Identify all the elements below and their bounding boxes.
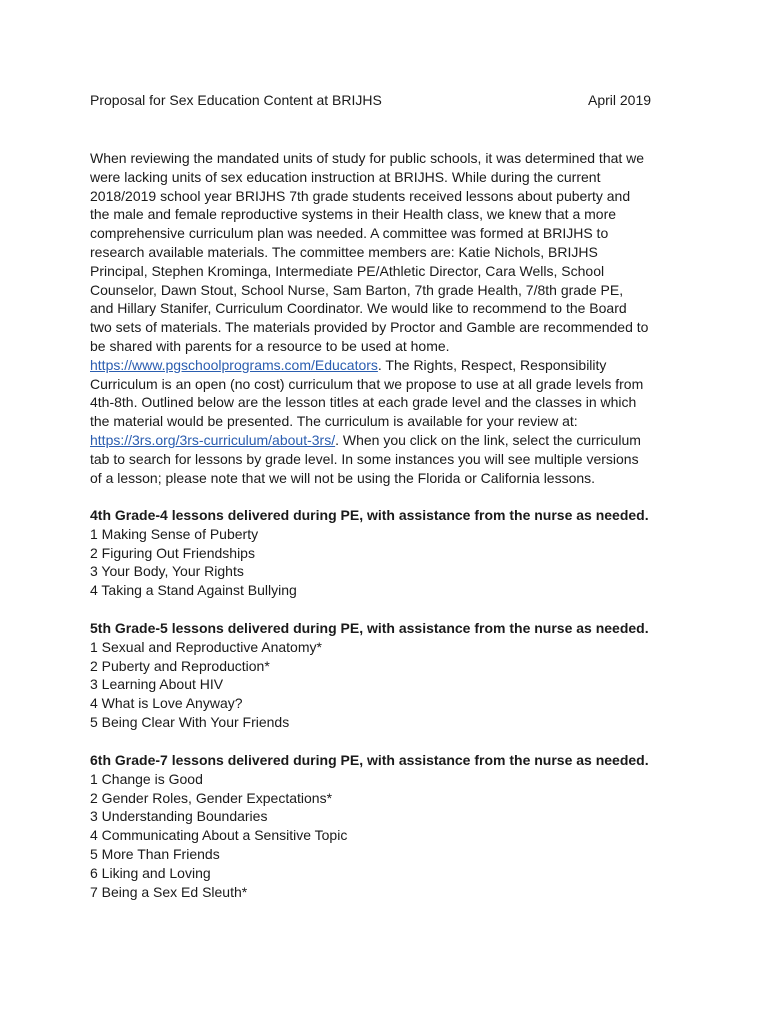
grade-4-lesson-list: [90, 525, 690, 600]
document-date: April 2019: [588, 92, 652, 108]
pg-school-programs-link[interactable]: https://www.pgschoolprograms.com/Educators: [90, 356, 378, 373]
list-item: 3 Your Body, Your Rights: [90, 563, 244, 580]
grade-5-lesson-list: [90, 638, 690, 732]
list-item: 6 Liking and Loving: [90, 864, 211, 881]
list-item: 4 What is Love Anyway?: [90, 695, 243, 712]
list-item: 7 Being a Sex Ed Sleuth*: [90, 883, 248, 900]
list-item: 5 Being Clear With Your Friends: [90, 713, 290, 730]
list-item: 4 Taking a Stand Against Bullying: [90, 582, 297, 599]
intro-text-part2: . The Rights, Respect, Responsibility Curriculum is an open (no cost) curriculum that we propose to use at all grade levels from 4th-8th. Outlined below are the lesson titles at each grade level and the classes in which the material would be presented. The curriculum is available for your review at:: [90, 356, 644, 430]
grade-5-section: [90, 619, 690, 732]
list-item: 5 More Than Friends: [90, 845, 220, 862]
list-item: 3 Learning About HIV: [90, 676, 224, 693]
list-item: 2 Gender Roles, Gender Expectations*: [90, 789, 333, 806]
grade-6-heading: 6th Grade-7 lessons delivered during PE, with assistance from the nurse as needed.: [90, 752, 649, 768]
document-header: [90, 91, 650, 110]
grade-6-lesson-list: [90, 770, 690, 902]
list-item: 4 Communicating About a Sensitive Topic: [90, 827, 348, 844]
grade-4-section: [90, 506, 690, 600]
list-item: 1 Sexual and Reproductive Anatomy*: [90, 638, 322, 655]
intro-paragraph: [90, 149, 650, 487]
grade-4-heading: 4th Grade-4 lessons delivered during PE, with assistance from the nurse as needed.: [90, 507, 649, 523]
3rs-curriculum-link[interactable]: https://3rs.org/3rs-curriculum/about-3rs/: [90, 431, 336, 448]
document-title: Proposal for Sex Education Content at BRIJHS: [90, 92, 382, 108]
intro-text-part3: . When you click on the link, select the curriculum tab to search for lessons by grade level. In some instances you will see multiple versions of a lesson; please note that we will not be using the Florida or California lessons.: [90, 431, 641, 486]
grade-6-section: [90, 751, 690, 901]
grade-5-heading: 5th Grade-5 lessons delivered during PE, with assistance from the nurse as needed.: [90, 620, 649, 636]
list-item: 1 Making Sense of Puberty: [90, 525, 259, 542]
list-item: 2 Puberty and Reproduction*: [90, 657, 270, 674]
list-item: 1 Change is Good: [90, 770, 203, 787]
list-item: 3 Understanding Boundaries: [90, 808, 268, 825]
list-item: 2 Figuring Out Friendships: [90, 544, 255, 561]
intro-text-part1: When reviewing the mandated units of study for public schools, it was determined that we were lacking units of sex education instruction at BRIJHS. While during the current 2018/2019 school year BRIJHS 7th grade students received lessons about puberty and the male and female reproductive systems in their Health class, we knew that a more comprehensive curriculum plan was needed. A committee was formed at BRIJHS to research available materials. The committee members are: Katie Nichols, BRIJHS Principal, Stephen Krominga, Intermediate PE/Athletic Director, Cara Wells, School Counselor, Dawn Stout, School Nurse, Sam Barton, 7th grade Health, 7/8th grade PE, and Hillary Stanifer, Curriculum Coordinator. We would like to recommend to the Board two sets of materials. The materials provided by Proctor and Gamble are recommended to be shared with parents for a resource to be used at home.: [90, 150, 649, 354]
